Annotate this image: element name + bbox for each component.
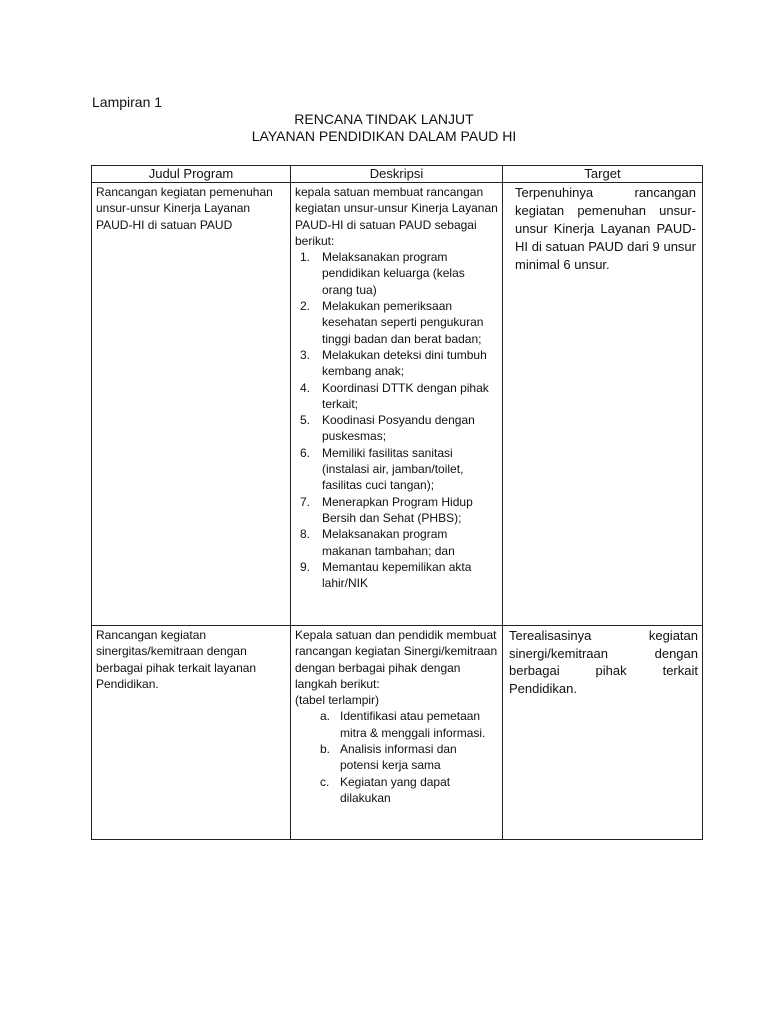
list-item bbox=[295, 298, 498, 347]
table-row bbox=[92, 183, 703, 626]
list-item bbox=[295, 708, 498, 741]
list-marker: a. bbox=[320, 709, 331, 724]
list-marker: 4. bbox=[300, 380, 311, 395]
program-title-cell: Rancangan kegiatan sinergitas/kemitraan dengan berbagai pihak terkait layanan Pendidikan. bbox=[92, 626, 291, 840]
list-item bbox=[295, 347, 498, 380]
column-header-target: Target bbox=[503, 166, 703, 183]
list-item bbox=[295, 412, 498, 445]
list-marker: 6. bbox=[300, 445, 311, 460]
list-item-text: Koodinasi Posyandu dengan puskesmas; bbox=[322, 413, 475, 444]
list-item bbox=[295, 741, 498, 774]
document-subtitle: LAYANAN PENDIDIKAN DALAM PAUD HI bbox=[251, 128, 517, 144]
list-item-text: Menerapkan Program Hidup Bersih dan Sehat (PHBS); bbox=[322, 494, 473, 525]
list-item bbox=[295, 445, 498, 494]
list-marker: c. bbox=[320, 774, 330, 789]
description-intro: kepala satuan membuat rancangan kegiatan unsur-unsur Kinerja Layanan PAUD-HI di satuan PAUD sebagai berikut: bbox=[295, 185, 498, 248]
list-item-text: Memantau kepemilikan akta lahir/NIK bbox=[322, 559, 472, 591]
table-header-row bbox=[92, 166, 703, 183]
table-row bbox=[92, 626, 703, 840]
list-marker: 9. bbox=[300, 559, 311, 574]
list-item-text: Kegiatan yang dapat dilakukan bbox=[340, 774, 451, 805]
list-item bbox=[295, 559, 498, 592]
target-cell: Terpenuhinya rancangan kegiatan pemenuhan unsur-unsur Kinerja Layanan PAUD-HI di satuan PAUD dari 9 unsur minimal 6 unsur. bbox=[503, 183, 703, 626]
list-item-text: Melakukan pemeriksaan kesehatan seperti pengukuran tinggi badan dan berat badan; bbox=[322, 299, 484, 346]
list-marker: 1. bbox=[300, 250, 311, 265]
list-item-text: Melakukan deteksi dini tumbuh kembang anak; bbox=[322, 347, 487, 379]
list-item bbox=[295, 380, 498, 413]
attachment-label: Lampiran 1 bbox=[92, 94, 163, 110]
description-list bbox=[295, 708, 498, 806]
list-marker: 3. bbox=[300, 347, 311, 362]
follow-up-plan-table bbox=[91, 165, 703, 840]
program-title-cell: Rancangan kegiatan pemenuhan unsur-unsur Kinerja Layanan PAUD-HI di satuan PAUD bbox=[92, 183, 291, 626]
description-intro: Kepala satuan dan pendidik membuat rancangan kegiatan Sinergi/kemitraan dengan berbagai pihak dengan langkah berikut: bbox=[295, 628, 498, 691]
list-item-text: Identifikasi atau pemetaan mitra & menggali informasi. bbox=[340, 709, 486, 740]
list-marker: 5. bbox=[300, 413, 311, 428]
list-marker: 2. bbox=[300, 299, 311, 314]
list-item-text: Analisis informasi dan potensi kerja sama bbox=[340, 742, 457, 773]
description-cell bbox=[291, 626, 503, 840]
list-item-text: Melaksanakan program makanan tambahan; dan bbox=[322, 527, 455, 558]
list-item-text: Koordinasi DTTK dengan pihak terkait; bbox=[322, 380, 489, 411]
description-list bbox=[295, 249, 498, 591]
list-item-text: Melaksanakan program pendidikan keluarga (kelas orang tua) bbox=[322, 250, 465, 297]
list-item-text: Memiliki fasilitas sanitasi (instalasi air, jamban/toilet, fasilitas cuci tangan); bbox=[322, 445, 464, 493]
list-marker: 8. bbox=[300, 527, 311, 542]
target-cell: Terealisasinya kegiatan sinergi/kemitraan dengan berbagai pihak terkait Pendidikan. bbox=[503, 626, 703, 840]
list-marker: b. bbox=[320, 742, 331, 757]
description-cell bbox=[291, 183, 503, 626]
document-title: RENCANA TINDAK LANJUT bbox=[294, 111, 474, 127]
description-note: (tabel terlampir) bbox=[295, 693, 380, 708]
list-item bbox=[295, 774, 498, 807]
list-item bbox=[295, 249, 498, 298]
column-header-deskripsi: Deskripsi bbox=[291, 166, 503, 183]
list-item bbox=[295, 526, 498, 559]
list-marker: 7. bbox=[300, 494, 311, 509]
column-header-judul: Judul Program bbox=[92, 166, 291, 183]
list-item bbox=[295, 494, 498, 527]
